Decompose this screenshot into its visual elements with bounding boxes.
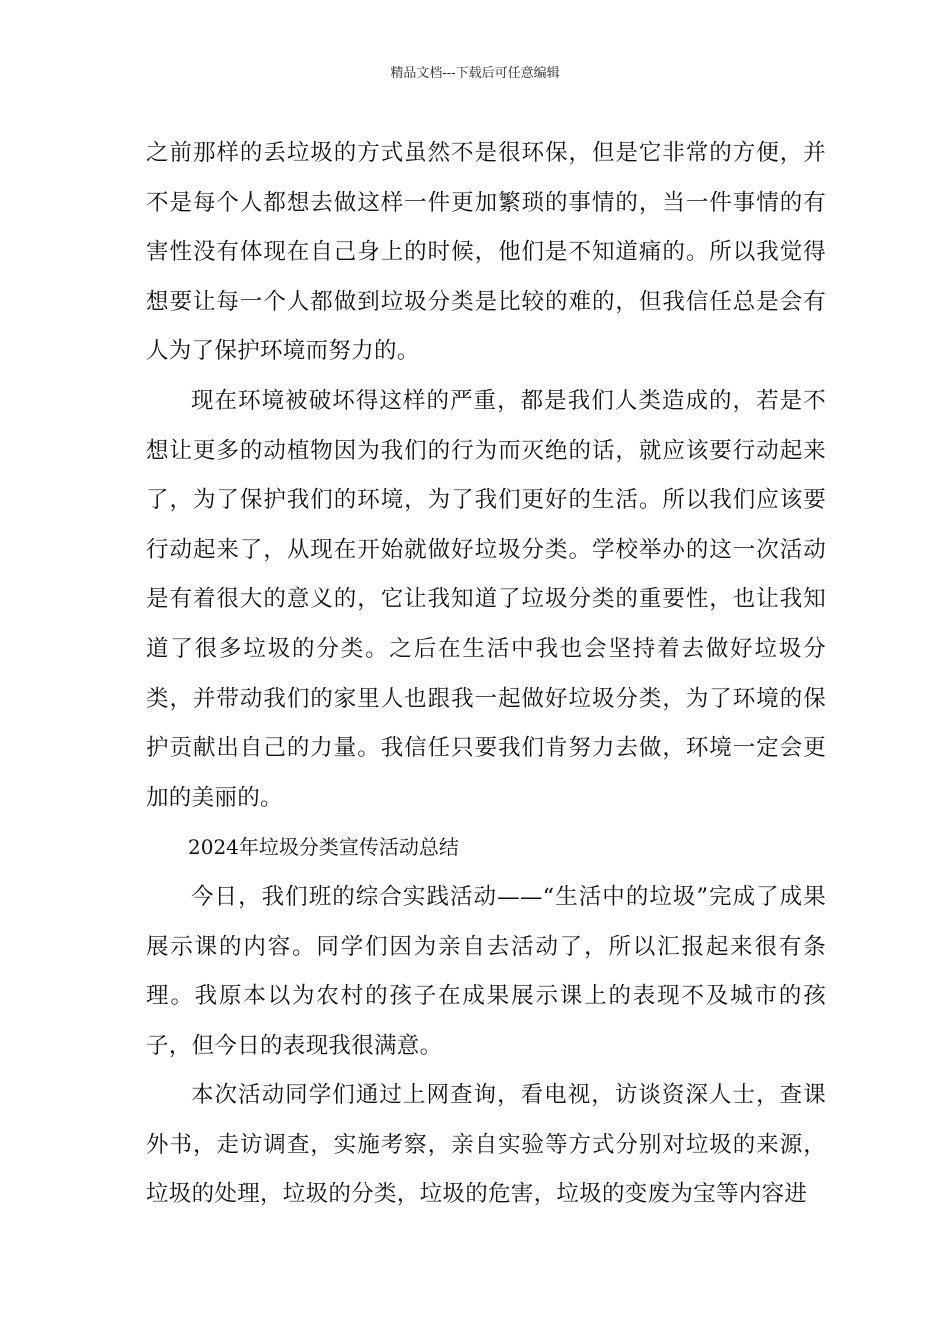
paragraph-2: 现在环境被破坏得这样的严重，都是我们人类造成的，若是不想让更多的动植物因为我们的行为而灭绝的话，就应该要行动起来了，为了保护我们的环境，为了我们更好的生活。所以我们应该要行动起来了，从现在开始就做好垃圾分类。学校举办的这一次活动是有着很大的意义的，它让我知道了垃圾分类的重要性，也让我知道了很多垃圾的分类。之后在生活中我也会坚持着去做好垃圾分类，并带动我们的家里人也跟我一起做好垃圾分类，为了环境的保护贡献出自己的力量。我信任只要我们肯努力去做，环境一定会更加的美丽的。	[146, 387, 826, 811]
document-body	[146, 129, 826, 1220]
paragraph-4: 本次活动同学们通过上网查询，看电视，访谈资深人士，查课外书，走访调查，实施考察，亲自实验等方式分别对垃圾的来源，垃圾的处理，垃圾的分类，垃圾的危害，垃圾的变废为宝等内容进	[146, 1082, 826, 1208]
paragraph-1: 之前那样的丢垃圾的方式虽然不是很环保，但是它非常的方便，并不是每个人都想去做这样一件更加繁琐的事情的，当一件事情的有害性没有体现在自己身上的时候，他们是不知道痛的。所以我觉得想要让每一个人都做到垃圾分类是比较的难的，但我信任总是会有人为了保护环境而努力的。	[146, 140, 826, 365]
section-heading: 2024年垃圾分类宣传活动总结	[188, 835, 459, 860]
paragraph-3: 今日，我们班的综合实践活动——“生活中的垃圾”完成了成果展示课的内容。同学们因为亲自去活动了，所以汇报起来很有条理。我原本以为农村的孩子在成果展示课上的表现不及城市的孩子，但今日的表现我很满意。	[146, 883, 826, 1059]
page-header: 精品文档---下载后可任意编辑	[390, 66, 560, 81]
